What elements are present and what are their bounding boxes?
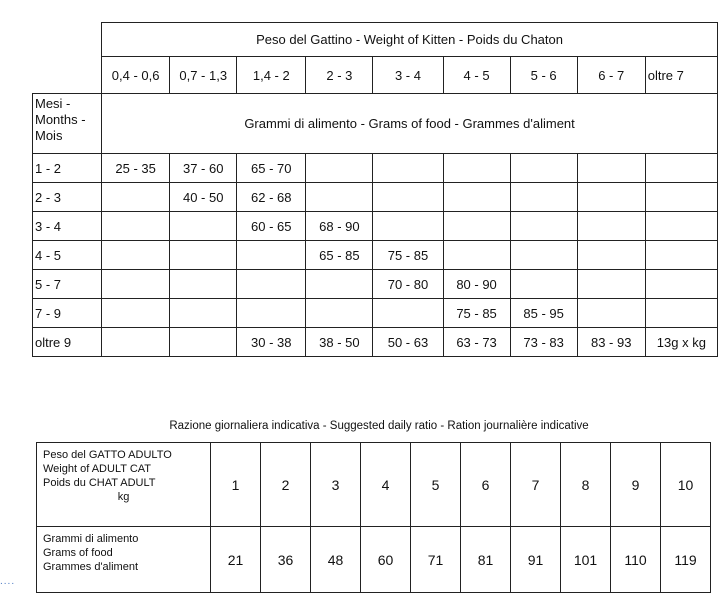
adult-table-title: Razione giornaliera indicativa - Suggested daily ratio - Ration journalière indicative (169, 420, 589, 432)
grams-cell (577, 212, 645, 241)
grams-cell (645, 270, 717, 299)
weight-range-cell: 5 - 6 (510, 57, 577, 94)
grams-cell: 73 - 83 (510, 328, 577, 357)
grams-cell (577, 241, 645, 270)
adult-grams-cell: 110 (611, 527, 661, 593)
grams-cell (577, 183, 645, 212)
grams-cell (306, 299, 373, 328)
months-label-line: Mois (35, 128, 63, 143)
grams-cell: 62 - 68 (237, 183, 306, 212)
grams-cell (102, 212, 170, 241)
table-row (33, 212, 718, 241)
grams-cell (510, 183, 577, 212)
grams-cell (306, 270, 373, 299)
grams-cell (645, 212, 717, 241)
table-row (33, 154, 718, 183)
grams-cell: 13g x kg (645, 328, 717, 357)
grams-cell: 83 - 93 (577, 328, 645, 357)
label-line: Weight of ADULT CAT (43, 463, 152, 475)
adult-weight-cell: 8 (561, 443, 611, 527)
adult-grams-cell: 101 (561, 527, 611, 593)
label-line: Grammes d'aliment (43, 561, 139, 573)
grams-cell: 40 - 50 (170, 183, 237, 212)
adult-weight-cell: 2 (261, 443, 311, 527)
table-row (33, 183, 718, 212)
adult-weight-cell: 4 (361, 443, 411, 527)
grams-cell (577, 299, 645, 328)
adult-weight-row (37, 443, 711, 527)
adult-grams-cell: 81 (461, 527, 511, 593)
grams-cell: 75 - 85 (373, 241, 443, 270)
grams-cell (170, 328, 237, 357)
adult-grams-label (37, 527, 211, 593)
label-line: Poids du CHAT ADULT (43, 477, 156, 489)
grams-cell (102, 241, 170, 270)
grams-cell: 65 - 70 (237, 154, 306, 183)
adult-weight-label (37, 443, 211, 527)
grams-cell: 37 - 60 (170, 154, 237, 183)
adult-grams-cell: 71 (411, 527, 461, 593)
adult-weight-cell: 5 (411, 443, 461, 527)
grams-cell (373, 154, 443, 183)
footer-dots: .... (0, 576, 16, 587)
grams-cell (373, 299, 443, 328)
grams-cell (645, 241, 717, 270)
grams-cell (443, 183, 510, 212)
grams-cell (443, 212, 510, 241)
grams-cell: 70 - 80 (373, 270, 443, 299)
grams-cell: 65 - 85 (306, 241, 373, 270)
grams-cell: 68 - 90 (306, 212, 373, 241)
grams-cell (443, 154, 510, 183)
label-line: Peso del GATTO ADULTO (43, 449, 172, 461)
grams-cell (306, 183, 373, 212)
table-row (33, 328, 718, 357)
grams-cell: 25 - 35 (102, 154, 170, 183)
adult-grams-cell: 36 (261, 527, 311, 593)
grams-cell (443, 241, 510, 270)
month-cell: 7 - 9 (33, 299, 102, 328)
table-row (33, 270, 718, 299)
adult-grams-cell: 91 (511, 527, 561, 593)
grams-cell (306, 154, 373, 183)
grams-cell: 75 - 85 (443, 299, 510, 328)
adult-grams-cell: 60 (361, 527, 411, 593)
grams-cell (510, 270, 577, 299)
adult-ration-table (36, 442, 711, 593)
grams-cell (170, 299, 237, 328)
grams-cell (102, 183, 170, 212)
kitten-weight-header: Peso del Gattino - Weight of Kitten - Poids du Chaton (102, 23, 718, 57)
grams-cell: 30 - 38 (237, 328, 306, 357)
month-cell: 5 - 7 (33, 270, 102, 299)
label-line: kg (117, 491, 130, 503)
weight-range-cell: 3 - 4 (373, 57, 443, 94)
grams-cell (510, 154, 577, 183)
months-label-line: Mesi - (35, 96, 71, 111)
adult-weight-cell: 9 (611, 443, 661, 527)
adult-grams-cell: 119 (661, 527, 711, 593)
weight-range-cell: 1,4 - 2 (237, 57, 306, 94)
grams-cell: 85 - 95 (510, 299, 577, 328)
month-cell: 4 - 5 (33, 241, 102, 270)
adult-weight-cell: 10 (661, 443, 711, 527)
grams-cell (237, 299, 306, 328)
grams-cell (510, 241, 577, 270)
weight-range-cell: 0,7 - 1,3 (170, 57, 237, 94)
adult-weight-cell: 3 (311, 443, 361, 527)
grams-cell (373, 212, 443, 241)
weight-range-cell: 2 - 3 (306, 57, 373, 94)
month-cell: oltre 9 (33, 328, 102, 357)
table-row (33, 299, 718, 328)
grams-cell (373, 183, 443, 212)
corner-blank (33, 23, 102, 57)
kitten-feeding-table (32, 22, 718, 357)
grams-cell (170, 241, 237, 270)
adult-grams-cell: 21 (211, 527, 261, 593)
grams-cell (102, 328, 170, 357)
weight-range-cell: 4 - 5 (443, 57, 510, 94)
grams-cell (170, 270, 237, 299)
grams-cell (577, 154, 645, 183)
grams-cell (237, 270, 306, 299)
adult-grams-cell: 48 (311, 527, 361, 593)
month-cell: 1 - 2 (33, 154, 102, 183)
grams-cell: 63 - 73 (443, 328, 510, 357)
grams-cell: 50 - 63 (373, 328, 443, 357)
month-cell: 2 - 3 (33, 183, 102, 212)
corner-blank-2 (33, 57, 102, 94)
month-cell: 3 - 4 (33, 212, 102, 241)
grams-cell: 80 - 90 (443, 270, 510, 299)
grams-cell: 60 - 65 (237, 212, 306, 241)
weight-range-cell: 0,4 - 0,6 (102, 57, 170, 94)
grams-cell (510, 212, 577, 241)
table-row (33, 241, 718, 270)
label-line: Grams of food (43, 547, 113, 559)
weight-range-cell: oltre 7 (645, 57, 717, 94)
grams-cell: 38 - 50 (306, 328, 373, 357)
label-line: Grammi di alimento (43, 533, 139, 545)
grams-cell (645, 154, 717, 183)
grams-cell (102, 270, 170, 299)
grams-cell (237, 241, 306, 270)
grams-cell (645, 299, 717, 328)
grams-cell (645, 183, 717, 212)
adult-weight-cell: 6 (461, 443, 511, 527)
months-label-line: Months - (35, 112, 86, 127)
adult-grams-row (37, 527, 711, 593)
grams-cell (577, 270, 645, 299)
grams-cell (102, 299, 170, 328)
months-label (33, 94, 102, 154)
kitten-grams-header: Grammi di alimento - Grams of food - Grammes d'aliment (102, 94, 718, 154)
adult-weight-cell: 1 (211, 443, 261, 527)
adult-weight-cell: 7 (511, 443, 561, 527)
grams-cell (170, 212, 237, 241)
weight-range-cell: 6 - 7 (577, 57, 645, 94)
